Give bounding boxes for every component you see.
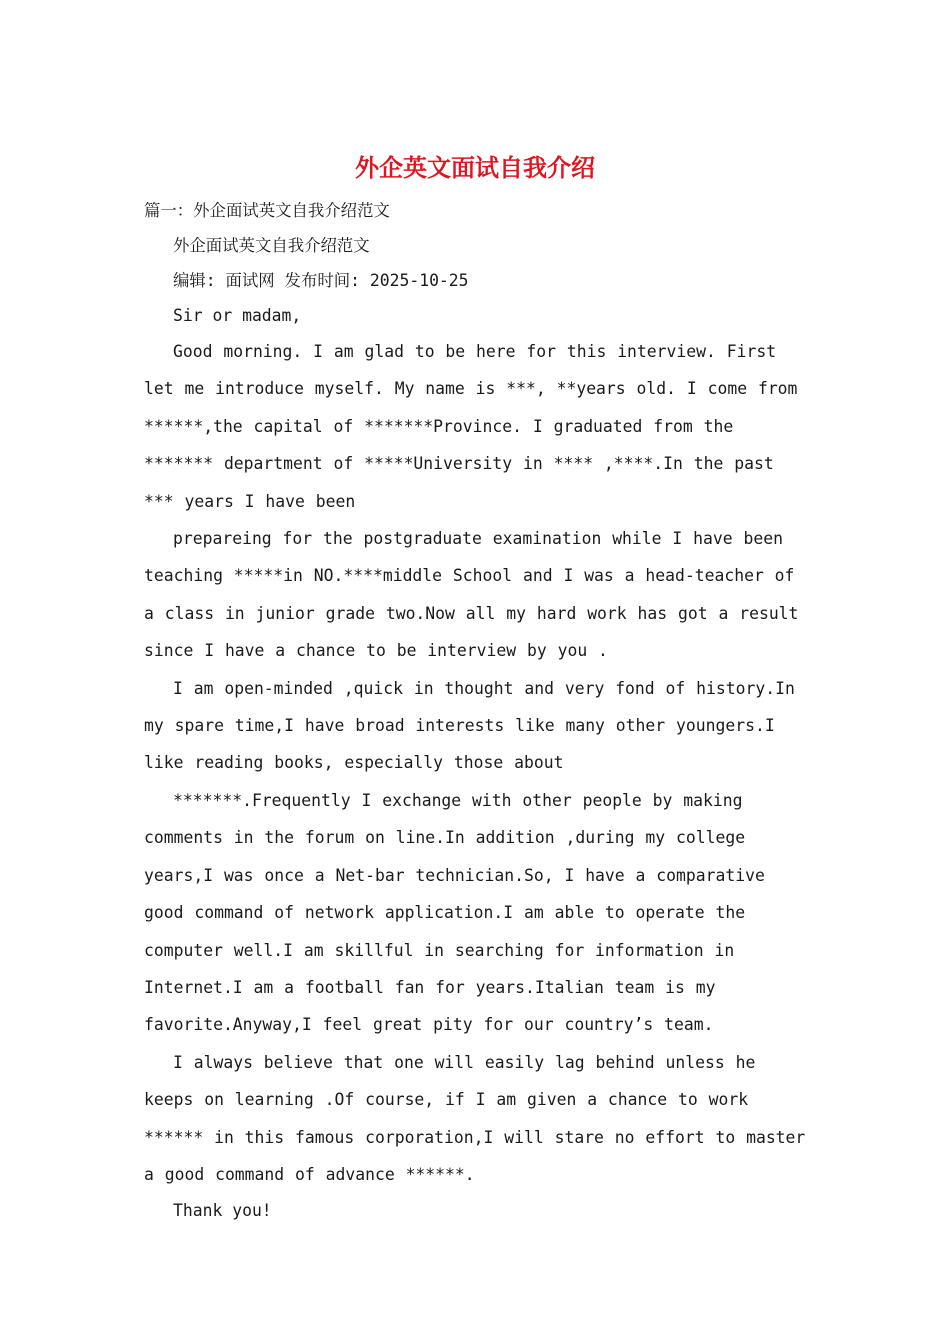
paragraph: Good morning. I am glad to be here for this interview. First let me introduce myself. My name is ***, **years old. I come from ******,the capital of *******Province. I graduated from the ******* department of *****University in **** ,****.In the past *** years I have been [144, 342, 798, 511]
article-meta: 编辑: 面试网 发布时间: 2025-10-25 [173, 271, 469, 290]
closing: Thank you! [173, 1201, 272, 1221]
paragraph: I always believe that one will easily lag behind unless he keeps on learning .Of course, if I am given a chance to work ****** in this famous corporation,I will stare no effort to master a good command of advance ******. [144, 1052, 806, 1184]
document-body [144, 193, 812, 1228]
paragraph: *******.Frequently I exchange with other people by making comments in the forum on line.In addition ,during my college years,I was once a Net-bar technician.So, I have a comparative good command of network application.I am able to operate the computer well.I am skillful in searching for information in Internet.I am a football fan for years.Italian team is my favorite.Anyway,I feel great pity for our country’s team. [144, 790, 765, 1035]
section-heading: 篇一：外企面试英文自我介绍范文 [144, 201, 390, 220]
paragraph: I am open-minded ,quick in thought and very fond of history.In my spare time,I have broad interests like many other youngers.I like reading books, especially those about [144, 678, 795, 773]
article-subtitle: 外企面试英文自我介绍范文 [173, 236, 370, 255]
document-title: 外企英文面试自我介绍 [355, 153, 595, 182]
paragraph: prepareing for the postgraduate examination while I have been teaching *****in NO.****middle School and I was a head-teacher of a class in junior grade two.Now all my hard work has got a result since I have a chance to be interview by you . [144, 529, 799, 661]
salutation: Sir or madam, [173, 306, 302, 325]
